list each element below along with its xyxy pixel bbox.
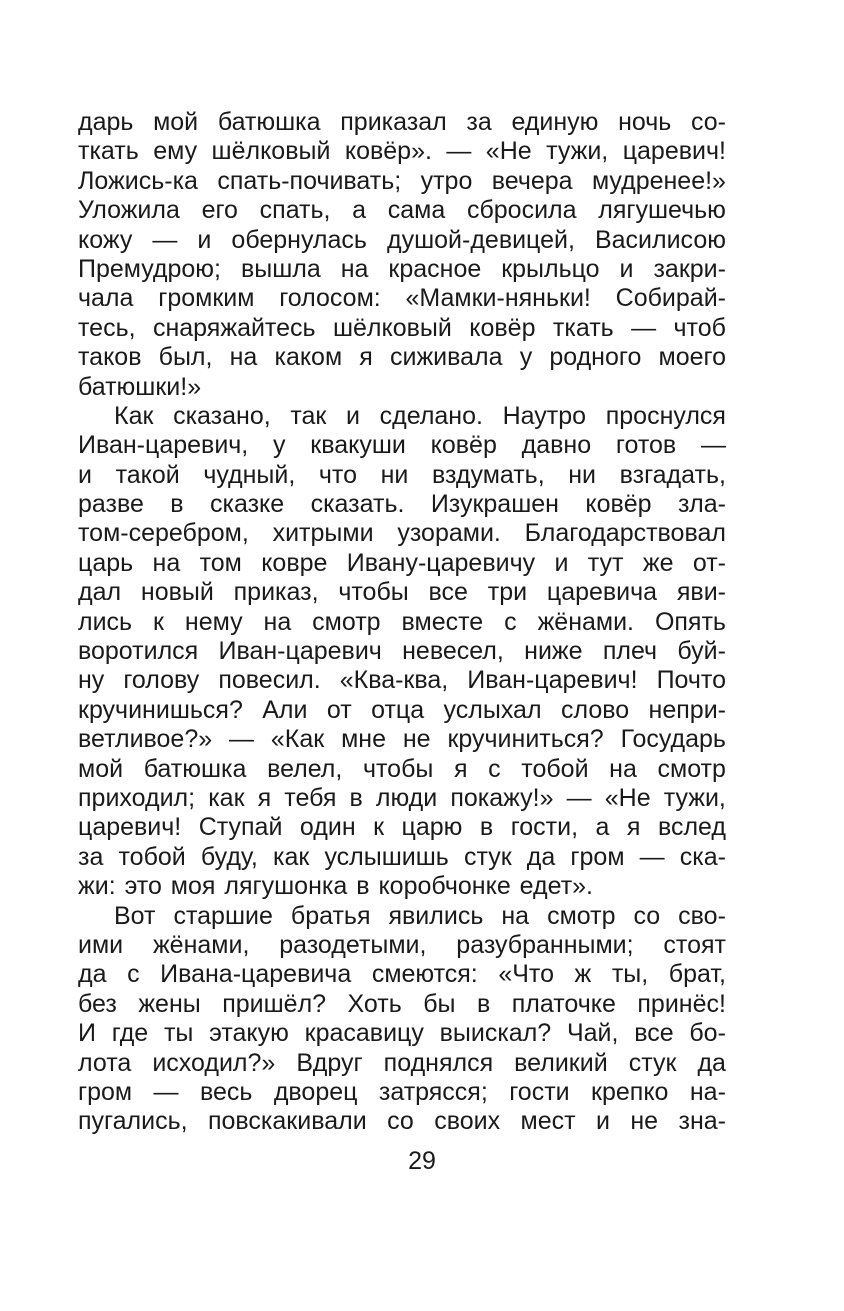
text-line: том-серебром, хитрыми узорами. Благодарствовал <box>78 519 726 548</box>
text-line: гром — весь дворец затрясся; гости крепко на- <box>78 1077 726 1106</box>
text-line: Иван-царевич, у квакуши ковёр давно готов — <box>78 431 726 460</box>
text-line: жи: это моя лягушонка в коробчонке едет». <box>78 872 593 901</box>
text-line: мой батюшка велел, чтобы я с тобой на смотр <box>78 754 726 783</box>
text-line: и такой чудный, что ни вздумать, ни взгадать, <box>78 460 726 489</box>
text-line: Как сказано, так и сделано. Наутро проснулся <box>114 401 726 430</box>
text-line: Премудрою; вышла на красное крыльцо и закри- <box>78 254 726 283</box>
text-line: дал новый приказ, чтобы все три царевича яви- <box>78 578 726 607</box>
text-line: кручинишься? Али от отца услыхал слово непри- <box>78 695 726 724</box>
page-number: 29 <box>408 1147 436 1175</box>
body-text <box>78 108 726 1137</box>
text-line: таков был, на каком я сиживала у родного моего <box>78 343 726 372</box>
text-line: И где ты этакую красавицу выискал? Чай, все бо- <box>78 1019 726 1048</box>
text-line: разве в сказке сказать. Изукрашен ковёр зла- <box>78 490 726 519</box>
text-line: кожу — и обернулась душой-девицей, Василисою <box>78 225 726 254</box>
text-line: Уложила его спать, а сама сбросила лягушечью <box>78 196 726 225</box>
text-line: Вот старшие братья явились на смотр со сво- <box>114 901 726 930</box>
text-line: приходил; как я тебя в люди покажу!» — «Не тужи, <box>78 783 726 812</box>
text-line: Ложись-ка спать-почивать; утро вечера мудренее!» <box>78 166 726 195</box>
text-line: за тобой буду, как услышишь стук да гром — ска- <box>78 842 726 871</box>
text-line: воротился Иван-царевич невесел, ниже плеч буй- <box>78 637 726 666</box>
text-line: пугались, повскакивали со своих мест и не зна- <box>78 1107 726 1136</box>
text-line: да с Ивана-царевича смеются: «Что ж ты, брат, <box>78 960 726 989</box>
text-line: дарь мой батюшка приказал за единую ночь со- <box>78 108 726 136</box>
text-line: батюшки!» <box>78 372 202 401</box>
text-line: без жены пришёл? Хоть бы в платочке принёс! <box>78 989 726 1018</box>
text-line: ткать ему шёлковый ковёр». — «Не тужи, царевич! <box>78 137 726 166</box>
text-line: лота исходил?» Вдруг поднялся великий стук да <box>78 1048 726 1077</box>
text-line: ими жёнами, разодетыми, разубранными; стоят <box>78 930 726 959</box>
text-line: царевич! Ступай один к царю в гости, а я вслед <box>78 813 726 842</box>
text-line: чала громким голосом: «Мамки-няньки! Собирай- <box>78 284 726 313</box>
text-line: ветливое?» — «Как мне не кручиниться? Государь <box>78 725 726 754</box>
text-line: ну голову повесил. «Ква-ква, Иван-царевич! Почто <box>78 666 726 695</box>
text-line: лись к нему на смотр вместе с жёнами. Опять <box>78 607 726 636</box>
text-line: тесь, снаряжайтесь шёлковый ковёр ткать — чтоб <box>78 313 726 342</box>
text-line: царь на том ковре Ивану-царевичу и тут же от- <box>78 548 726 577</box>
